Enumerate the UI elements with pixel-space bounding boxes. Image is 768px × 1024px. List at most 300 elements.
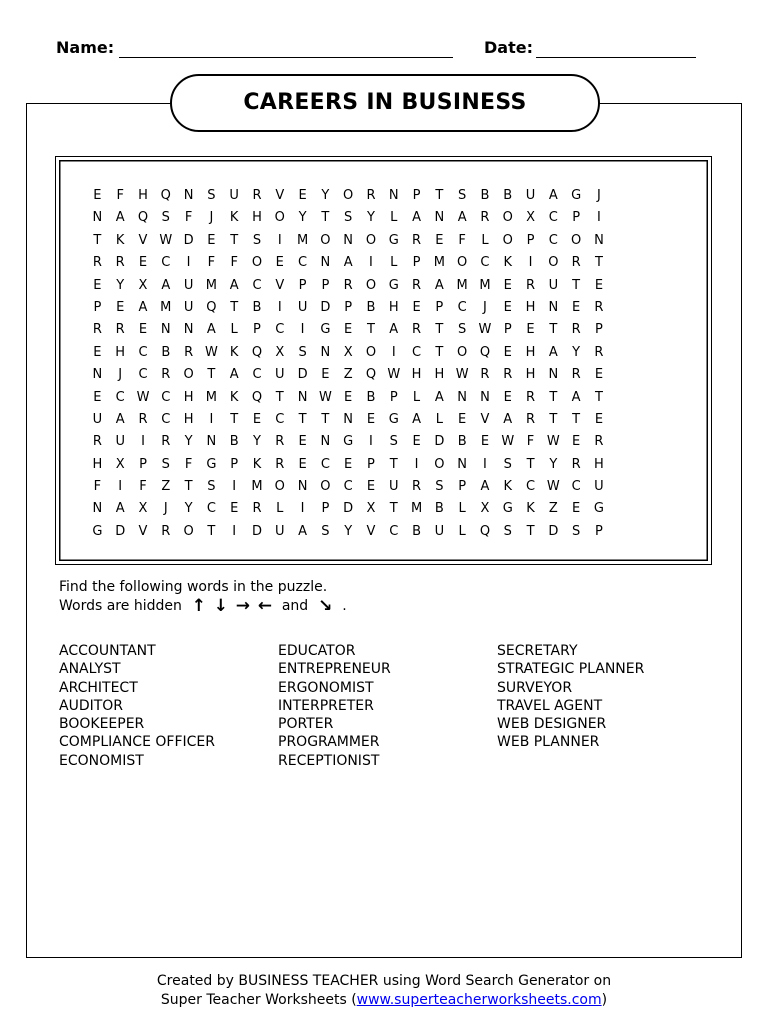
grid-letter[interactable]: C [412, 344, 422, 360]
grid-letter[interactable]: R [480, 367, 490, 383]
grid-letter[interactable]: A [298, 523, 308, 539]
grid-letter[interactable]: T [207, 367, 216, 383]
grid-letter[interactable]: E [412, 299, 421, 315]
grid-letter[interactable]: D [320, 299, 331, 315]
grid-letter[interactable]: C [161, 411, 171, 427]
grid-letter[interactable]: T [572, 411, 581, 427]
grid-letter[interactable]: S [207, 479, 216, 495]
grid-letter[interactable]: R [571, 456, 581, 472]
grid-letter[interactable]: P [139, 456, 147, 472]
grid-letter[interactable]: C [548, 210, 558, 226]
grid-letter[interactable]: J [209, 210, 214, 226]
grid-letter[interactable]: E [594, 277, 604, 293]
grid-letter[interactable]: V [138, 232, 148, 248]
grid-letter[interactable]: E [93, 188, 102, 203]
grid-letter[interactable]: O [502, 210, 513, 226]
grid-letter[interactable]: E [321, 367, 330, 383]
grid-letter[interactable]: I [369, 434, 373, 450]
grid-letter[interactable]: U [434, 523, 445, 539]
grid-letter[interactable]: R [594, 299, 604, 315]
grid-letter[interactable]: I [232, 479, 237, 495]
grid-letter[interactable]: K [229, 389, 239, 405]
grid-letter[interactable]: R [252, 501, 262, 517]
grid-letter[interactable]: Y [366, 210, 375, 226]
grid-letter[interactable]: J [163, 501, 168, 517]
grid-letter[interactable]: E [138, 322, 148, 338]
grid-letter[interactable]: Q [365, 367, 377, 383]
grid-letter[interactable]: O [571, 232, 582, 248]
grid-letter[interactable]: N [297, 479, 308, 495]
grid-letter[interactable]: M [205, 277, 217, 293]
grid-letter[interactable]: X [526, 210, 535, 226]
grid-letter[interactable]: V [275, 188, 285, 203]
grid-letter[interactable]: E [298, 434, 307, 450]
grid-letter[interactable]: R [184, 344, 194, 360]
grid-letter[interactable]: H [183, 411, 194, 427]
grid-letter[interactable]: R [138, 411, 148, 427]
grid-letter[interactable]: N [160, 322, 171, 338]
grid-letter[interactable]: U [275, 523, 285, 539]
grid-letter[interactable]: I [369, 255, 373, 271]
grid-letter[interactable]: W [204, 344, 218, 360]
grid-letter[interactable]: Q [479, 523, 491, 539]
grid-letter[interactable]: X [275, 344, 285, 360]
grid-letter[interactable]: H [252, 210, 262, 226]
grid-letter[interactable]: E [93, 277, 102, 293]
grid-letter[interactable]: E [503, 277, 512, 293]
grid-letter[interactable]: W [478, 322, 492, 338]
grid-letter[interactable]: R [275, 434, 285, 450]
grid-letter[interactable]: R [412, 232, 422, 248]
grid-letter[interactable]: G [593, 501, 604, 517]
grid-letter[interactable]: Y [549, 456, 558, 472]
grid-letter[interactable]: C [161, 255, 171, 271]
grid-letter[interactable]: E [93, 389, 102, 405]
grid-letter[interactable]: O [365, 232, 377, 248]
grid-letter[interactable]: P [230, 456, 239, 472]
grid-letter[interactable]: P [503, 322, 512, 338]
grid-letter[interactable]: H [434, 367, 445, 383]
grid-letter[interactable]: C [480, 255, 490, 271]
grid-letter[interactable]: N [594, 232, 604, 248]
grid-letter[interactable]: C [298, 255, 308, 271]
grid-letter[interactable]: H [115, 344, 126, 360]
grid-letter[interactable]: E [526, 322, 535, 338]
grid-letter[interactable]: G [502, 501, 513, 517]
grid-letter[interactable]: R [412, 277, 422, 293]
grid-letter[interactable]: L [458, 523, 466, 539]
grid-letter[interactable]: L [230, 322, 238, 338]
grid-letter[interactable]: V [275, 277, 285, 293]
grid-letter[interactable]: Y [116, 277, 125, 293]
grid-letter[interactable]: A [457, 210, 467, 226]
grid-letter[interactable]: R [480, 210, 490, 226]
grid-letter[interactable]: U [525, 188, 536, 203]
grid-letter[interactable]: P [253, 322, 261, 338]
grid-letter[interactable]: F [526, 434, 535, 450]
grid-letter[interactable]: E [344, 456, 353, 472]
grid-letter[interactable]: T [230, 411, 239, 427]
grid-letter[interactable]: A [343, 255, 353, 271]
grid-letter[interactable]: L [276, 501, 284, 517]
grid-letter[interactable]: O [274, 479, 285, 495]
grid-letter[interactable]: R [366, 188, 376, 203]
grid-letter[interactable]: O [457, 344, 468, 360]
grid-letter[interactable]: N [183, 322, 194, 338]
grid-letter[interactable]: S [161, 456, 170, 472]
grid-letter[interactable]: J [118, 367, 123, 383]
grid-letter[interactable]: T [389, 456, 398, 472]
grid-letter[interactable]: S [435, 479, 444, 495]
grid-letter[interactable]: E [412, 434, 421, 450]
grid-letter[interactable]: T [207, 523, 216, 539]
grid-letter[interactable]: T [549, 389, 558, 405]
grid-letter[interactable]: N [457, 456, 468, 472]
grid-letter[interactable]: B [412, 523, 422, 539]
grid-letter[interactable]: R [92, 434, 102, 450]
grid-letter[interactable]: O [343, 188, 354, 203]
grid-letter[interactable]: U [115, 434, 125, 450]
grid-letter[interactable]: R [412, 322, 422, 338]
grid-letter[interactable]: F [230, 255, 238, 271]
grid-letter[interactable]: O [502, 232, 513, 248]
grid-letter[interactable]: Y [184, 434, 193, 450]
grid-letter[interactable]: P [367, 456, 375, 472]
grid-letter[interactable]: X [343, 344, 353, 360]
grid-letter[interactable]: U [92, 411, 103, 427]
grid-letter[interactable]: F [139, 479, 147, 495]
grid-letter[interactable]: E [298, 188, 307, 203]
grid-letter[interactable]: C [138, 344, 148, 360]
grid-letter[interactable]: S [389, 434, 398, 450]
grid-letter[interactable]: O [434, 456, 445, 472]
grid-letter[interactable]: G [320, 322, 331, 338]
grid-letter[interactable]: P [458, 479, 467, 495]
grid-letter[interactable]: S [503, 456, 512, 472]
grid-letter[interactable]: T [298, 411, 307, 427]
grid-letter[interactable]: M [205, 389, 217, 405]
grid-letter[interactable]: M [479, 277, 491, 293]
grid-letter[interactable]: D [183, 232, 194, 248]
grid-letter[interactable]: G [388, 411, 399, 427]
grid-letter[interactable]: F [458, 232, 466, 248]
grid-letter[interactable]: B [229, 434, 239, 450]
grid-letter[interactable]: P [572, 210, 581, 226]
grid-letter[interactable]: T [526, 523, 535, 539]
grid-letter[interactable]: U [297, 299, 308, 315]
grid-letter[interactable]: K [252, 456, 262, 472]
grid-letter[interactable]: R [115, 322, 125, 338]
grid-letter[interactable]: R [275, 456, 285, 472]
grid-letter[interactable]: S [503, 523, 512, 539]
grid-letter[interactable]: A [115, 210, 125, 226]
grid-letter[interactable]: I [391, 344, 396, 360]
grid-letter[interactable]: R [594, 434, 604, 450]
grid-letter[interactable]: E [594, 367, 604, 383]
grid-letter[interactable]: N [388, 188, 399, 203]
grid-letter[interactable]: P [298, 277, 307, 293]
grid-letter[interactable]: Y [344, 523, 353, 539]
grid-letter[interactable]: V [366, 523, 376, 539]
grid-letter[interactable]: F [207, 255, 216, 271]
grid-letter[interactable]: L [412, 389, 421, 405]
grid-letter[interactable]: S [458, 322, 467, 338]
grid-letter[interactable]: S [458, 188, 467, 203]
grid-letter[interactable]: O [365, 277, 377, 293]
grid-letter[interactable]: Q [251, 389, 263, 405]
grid-letter[interactable]: T [230, 232, 239, 248]
grid-letter[interactable]: F [184, 210, 193, 226]
grid-letter[interactable]: H [411, 367, 422, 383]
grid-letter[interactable]: H [138, 188, 148, 203]
grid-letter[interactable]: B [252, 299, 262, 315]
grid-letter[interactable]: P [526, 232, 535, 248]
grid-letter[interactable]: G [388, 277, 399, 293]
grid-letter[interactable]: W [159, 232, 173, 248]
grid-letter[interactable]: A [229, 277, 239, 293]
grid-letter[interactable]: E [344, 322, 353, 338]
grid-letter[interactable]: C [206, 501, 216, 517]
grid-letter[interactable]: O [274, 210, 285, 226]
grid-letter[interactable]: N [320, 434, 331, 450]
grid-letter[interactable]: D [115, 523, 126, 539]
grid-letter[interactable]: I [277, 299, 282, 315]
grid-letter[interactable]: N [183, 188, 194, 203]
grid-letter[interactable]: E [298, 456, 307, 472]
grid-letter[interactable]: E [572, 434, 581, 450]
grid-letter[interactable]: W [136, 389, 150, 405]
grid-letter[interactable]: G [388, 232, 399, 248]
grid-letter[interactable]: T [572, 277, 581, 293]
grid-letter[interactable]: M [410, 501, 423, 517]
grid-letter[interactable]: X [138, 277, 148, 293]
grid-letter[interactable]: N [457, 389, 468, 405]
grid-letter[interactable]: V [480, 411, 490, 427]
grid-letter[interactable]: E [230, 501, 239, 517]
grid-letter[interactable]: O [457, 255, 468, 271]
grid-letter[interactable]: E [207, 232, 216, 248]
grid-letter[interactable]: A [480, 479, 490, 495]
grid-letter[interactable]: Z [343, 367, 353, 383]
grid-letter[interactable]: G [571, 188, 582, 203]
grid-letter[interactable]: M [296, 232, 309, 248]
grid-letter[interactable]: L [458, 501, 466, 517]
grid-letter[interactable]: J [597, 188, 601, 203]
grid-letter[interactable]: S [321, 523, 330, 539]
grid-letter[interactable]: N [343, 232, 354, 248]
grid-letter[interactable]: E [116, 299, 125, 315]
grid-letter[interactable]: F [116, 188, 124, 203]
grid-letter[interactable]: U [183, 277, 194, 293]
grid-letter[interactable]: B [161, 344, 171, 360]
grid-letter[interactable]: Y [184, 501, 193, 517]
grid-letter[interactable]: N [92, 367, 103, 383]
grid-letter[interactable]: O [251, 255, 263, 271]
grid-letter[interactable]: I [186, 255, 191, 271]
grid-letter[interactable]: T [321, 210, 330, 226]
grid-letter[interactable]: T [526, 456, 535, 472]
grid-letter[interactable]: P [321, 501, 330, 517]
grid-letter[interactable]: T [594, 255, 603, 271]
grid-letter[interactable]: P [321, 277, 330, 293]
grid-letter[interactable]: R [343, 277, 353, 293]
grid-letter[interactable]: G [92, 523, 103, 539]
grid-letter[interactable]: R [412, 479, 422, 495]
grid-letter[interactable]: D [548, 523, 559, 539]
grid-letter[interactable]: K [115, 232, 125, 248]
grid-letter[interactable]: O [320, 232, 331, 248]
grid-letter[interactable]: T [594, 389, 603, 405]
grid-letter[interactable]: H [525, 367, 536, 383]
grid-letter[interactable]: U [594, 479, 604, 495]
grid-letter[interactable]: R [92, 255, 102, 271]
grid-letter[interactable]: M [456, 277, 468, 293]
grid-letter[interactable]: P [344, 299, 353, 315]
grid-letter[interactable]: F [184, 456, 193, 472]
grid-letter[interactable]: W [455, 367, 469, 383]
grid-letter[interactable]: I [483, 456, 487, 472]
grid-letter[interactable]: P [412, 255, 421, 271]
grid-letter[interactable]: C [571, 479, 581, 495]
grid-letter[interactable]: T [275, 389, 284, 405]
grid-letter[interactable]: H [92, 456, 103, 472]
grid-letter[interactable]: T [230, 299, 239, 315]
grid-letter[interactable]: P [595, 322, 603, 338]
grid-letter[interactable]: P [595, 523, 603, 539]
grid-letter[interactable]: K [503, 479, 512, 495]
grid-letter[interactable]: F [93, 479, 102, 495]
grid-letter[interactable]: T [435, 188, 444, 203]
grid-letter[interactable]: A [206, 322, 216, 338]
grid-letter[interactable]: R [526, 411, 536, 427]
grid-letter[interactable]: L [390, 210, 398, 226]
grid-letter[interactable]: U [229, 188, 239, 203]
grid-letter[interactable]: V [138, 523, 148, 539]
grid-letter[interactable]: A [548, 188, 558, 203]
grid-letter[interactable]: W [501, 434, 515, 450]
grid-letter[interactable]: Z [548, 501, 558, 517]
grid-letter[interactable]: T [549, 411, 558, 427]
grid-letter[interactable]: O [320, 479, 331, 495]
grid-letter[interactable]: A [548, 344, 558, 360]
grid-letter[interactable]: A [161, 277, 171, 293]
grid-letter[interactable]: A [412, 411, 421, 427]
grid-letter[interactable]: R [594, 344, 604, 360]
grid-letter[interactable]: I [141, 434, 145, 450]
grid-letter[interactable]: N [320, 344, 331, 360]
grid-letter[interactable]: R [526, 277, 536, 293]
grid-letter[interactable]: J [483, 299, 487, 315]
grid-letter[interactable]: N [92, 210, 103, 226]
grid-letter[interactable]: E [435, 232, 444, 248]
grid-letter[interactable]: O [183, 367, 194, 383]
grid-letter[interactable]: C [161, 389, 171, 405]
grid-letter[interactable]: C [275, 411, 285, 427]
grid-letter[interactable]: B [366, 299, 376, 315]
grid-letter[interactable]: T [93, 232, 102, 248]
grid-letter[interactable]: E [594, 411, 604, 427]
grid-letter[interactable]: U [389, 479, 399, 495]
grid-letter[interactable]: C [252, 277, 262, 293]
grid-letter[interactable]: R [571, 255, 581, 271]
grid-letter[interactable]: T [321, 411, 330, 427]
grid-letter[interactable]: R [161, 434, 171, 450]
grid-letter[interactable]: N [297, 389, 308, 405]
grid-letter[interactable]: A [229, 367, 239, 383]
grid-letter[interactable]: D [434, 434, 445, 450]
grid-letter[interactable]: A [434, 277, 444, 293]
grid-letter[interactable]: N [343, 411, 354, 427]
grid-letter[interactable]: N [548, 299, 559, 315]
grid-letter[interactable]: K [503, 255, 512, 271]
grid-letter[interactable]: H [525, 344, 536, 360]
grid-letter[interactable]: E [93, 344, 102, 360]
grid-letter[interactable]: C [548, 232, 558, 248]
grid-letter[interactable]: R [571, 322, 581, 338]
grid-letter[interactable]: D [297, 367, 308, 383]
grid-letter[interactable]: C [343, 479, 353, 495]
grid-letter[interactable]: B [457, 434, 467, 450]
grid-letter[interactable]: R [161, 523, 171, 539]
grid-letter[interactable]: U [183, 299, 194, 315]
grid-letter[interactable]: H [525, 299, 536, 315]
grid-letter[interactable]: U [275, 367, 285, 383]
grid-letter[interactable]: N [92, 501, 103, 517]
grid-letter[interactable]: E [344, 389, 353, 405]
grid-letter[interactable]: P [412, 188, 421, 203]
grid-letter[interactable]: T [366, 322, 375, 338]
grid-letter[interactable]: R [92, 322, 102, 338]
grid-letter[interactable]: R [115, 255, 125, 271]
grid-letter[interactable]: S [161, 210, 170, 226]
grid-letter[interactable]: E [503, 344, 512, 360]
grid-letter[interactable]: R [526, 389, 536, 405]
grid-letter[interactable]: C [320, 456, 330, 472]
grid-letter[interactable]: Q [137, 210, 149, 226]
grid-letter[interactable]: W [387, 367, 401, 383]
grid-letter[interactable]: T [184, 479, 193, 495]
grid-letter[interactable]: W [546, 434, 560, 450]
grid-letter[interactable]: E [572, 501, 581, 517]
grid-letter[interactable]: S [572, 523, 581, 539]
grid-letter[interactable]: E [366, 411, 376, 427]
grid-letter[interactable]: A [434, 389, 444, 405]
grid-letter[interactable]: S [344, 210, 353, 226]
grid-letter[interactable]: K [229, 210, 239, 226]
grid-letter[interactable]: I [300, 322, 305, 338]
grid-letter[interactable]: I [209, 411, 214, 427]
grid-letter[interactable]: A [389, 322, 399, 338]
grid-letter[interactable]: X [138, 501, 148, 517]
grid-letter[interactable]: L [435, 411, 443, 427]
grid-letter[interactable]: O [183, 523, 194, 539]
grid-letter[interactable]: A [571, 389, 581, 405]
grid-letter[interactable]: A [115, 411, 125, 427]
grid-letter[interactable]: G [206, 456, 217, 472]
grid-letter[interactable]: W [546, 479, 560, 495]
grid-letter[interactable]: I [232, 523, 237, 539]
grid-letter[interactable]: D [343, 501, 354, 517]
grid-letter[interactable]: T [435, 322, 444, 338]
grid-letter[interactable]: Y [298, 210, 307, 226]
grid-letter[interactable]: M [251, 479, 263, 495]
grid-letter[interactable]: E [275, 255, 284, 271]
grid-letter[interactable]: M [160, 299, 172, 315]
grid-letter[interactable]: L [390, 255, 398, 271]
grid-letter[interactable]: C [389, 523, 399, 539]
grid-letter[interactable]: P [93, 299, 102, 315]
grid-letter[interactable]: C [526, 479, 536, 495]
